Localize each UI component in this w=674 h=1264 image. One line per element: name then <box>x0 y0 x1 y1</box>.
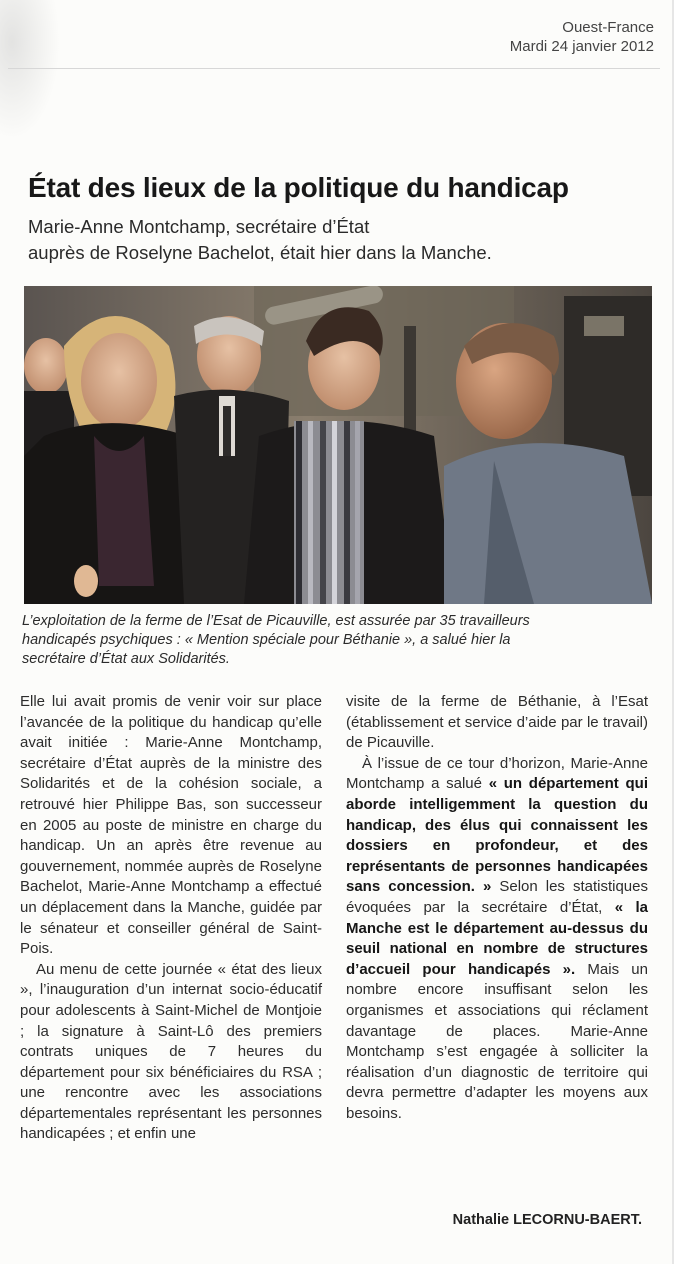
deck-line: Marie-Anne Montchamp, secrétaire d’État <box>28 216 370 237</box>
body-paragraph <box>346 754 648 1125</box>
caption-line: handicapés psychiques : « Mention spéciale pour Béthanie », a salué hier la <box>22 632 511 648</box>
body-paragraph: visite de la ferme de Béthanie, à l’Esat (établissement et service d’aide par le travail) de Picauville. <box>346 693 648 752</box>
publication-date: Mardi 24 janvier 2012 <box>509 38 654 55</box>
article-column-left <box>20 692 322 1145</box>
article-column-right <box>346 692 648 1124</box>
caption-line: L’exploitation de la ferme de l’Esat de Picauville, est assurée par 35 travailleurs <box>22 613 530 629</box>
body-text: Mais un nombre encore insuffisant selon les organismes et associations qui réclament davantage de places. Marie-Anne Montchamp s’est engagée à solliciter la réalisation d’un diagnostic de territoire qui devra permettre d’adapter les moyens aux besoins. <box>346 960 648 1122</box>
header-rule <box>8 68 660 69</box>
quote-text: « un département qui aborde intelligemment la question du handicap, des élus qui connaissent les dossiers en profondeur, et des représentants de personnes handicapées sans concession. » <box>346 775 649 896</box>
quote-text: « la Manche est le département au-dessus du seuil national en nombre de structures d’accueil pour handicapés ». <box>346 898 648 978</box>
body-text: À l’issue de ce tour d’horizon, Marie-Anne Montchamp a salué <box>346 754 648 793</box>
photo-illustration <box>24 286 652 604</box>
article-deck <box>28 214 492 266</box>
article-headline: État des lieux de la politique du handicap <box>28 172 569 203</box>
body-paragraph: Elle lui avait promis de venir voir sur place l’avancée de la politique du handicap qu’elle avait initiée : Marie-Anne Montchamp, secrétaire d’État auprès de la ministre des Solidarités et de la cohésion sociale, a retrouvé hier Philippe Bas, son successeur en 2005 au poste de ministre en charge du handicap. Un an après être revenue au gouvernement, nommée auprès de Roselyne Bachelot, Marie-Anne Montchamp a effectué un déplacement dans la Manche, guidée par le sénateur et conseiller général de Saint-Pois. <box>20 693 322 958</box>
deck-line: auprès de Roselyne Bachelot, était hier dans la Manche. <box>28 242 492 263</box>
article-photo <box>24 286 652 604</box>
photo-caption <box>22 612 652 669</box>
body-text: Selon les statistiques évoquées par la secrétaire d’État, <box>346 878 648 916</box>
body-paragraph: Au menu de cette journée « état des lieux », l’inauguration d’un internat socio-éducatif pour adolescents à Saint-Michel de Montjoie ; la signature à Saint-Lô des premiers contrats uniques de 7 heures du département pour six bénéficiaires du RSA ; une rencontre avec les associations départementales représentant les personnes handicapées ; et enfin une <box>20 960 322 1143</box>
article-byline: Nathalie LECORNU-BAERT. <box>452 1212 642 1228</box>
caption-line: secrétaire d’État aux Solidarités. <box>22 651 230 667</box>
newspaper-name: Ouest-France <box>562 19 654 36</box>
masthead <box>510 18 654 56</box>
